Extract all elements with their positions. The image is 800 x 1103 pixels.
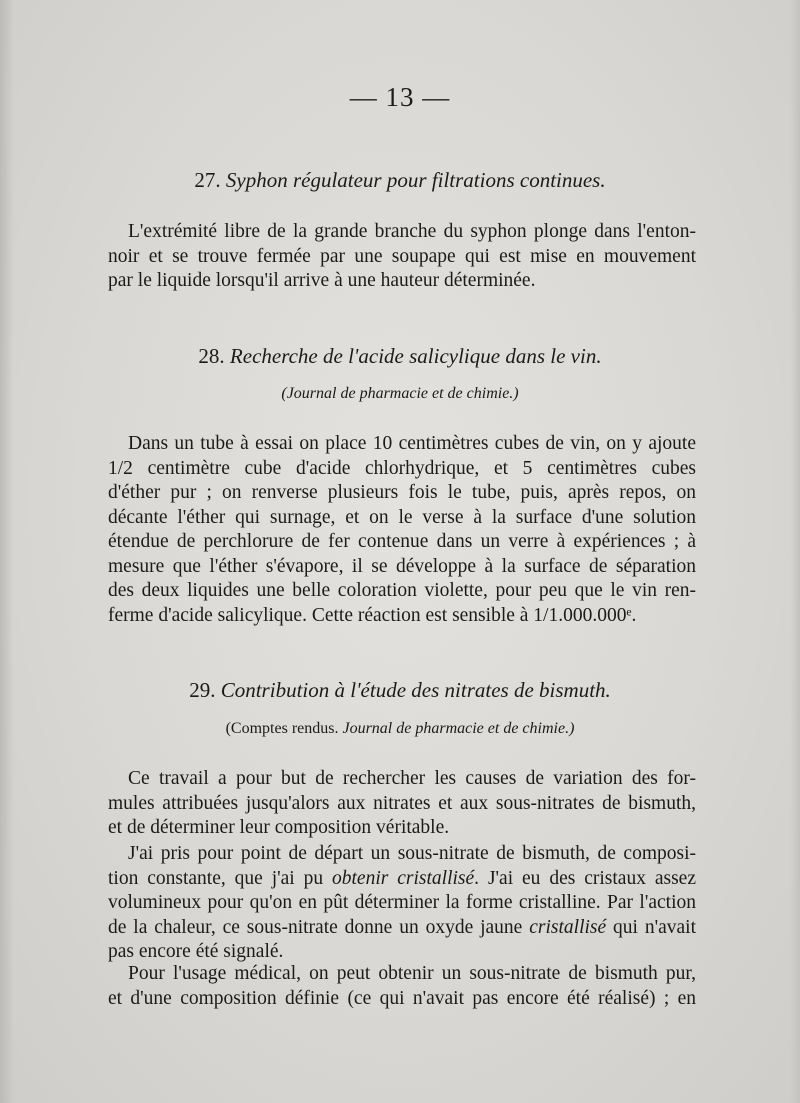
section-29-source-journal: Journal de pharmacie et de chimie.) [342, 720, 575, 737]
section-27-heading [0, 168, 800, 193]
section-29-title: Contribution à l'étude des nitrates de bismuth. [220, 678, 611, 702]
section-28-paragraph [108, 432, 696, 628]
page-number: — 13 — [349, 82, 451, 112]
paragraph-line: Ce travail a pour but de rechercher les causes de variation des for- [128, 768, 696, 789]
section-29-source [0, 720, 800, 738]
section-27-title: Syphon régulateur pour filtrations continues. [225, 168, 606, 192]
section-28-source: (Journal de pharmacie et de chimie.) [281, 385, 519, 402]
paragraph-line: mesure que l'éther s'évapore, il se développe à la surface de séparation [108, 555, 696, 577]
paragraph-line: L'extrémité libre de la grande branche du syphon plonge dans l'enton- [128, 221, 696, 242]
section-29-source-prefix: (Comptes rendus. [225, 720, 339, 737]
paragraph-line: pas encore été signalé. [108, 941, 284, 962]
paragraph-line: mules attribuées jusqu'alors aux nitrates et aux sous-nitrates de bismuth, [108, 792, 696, 814]
section-29-number: 29. [189, 678, 216, 702]
section-28-heading [0, 344, 800, 369]
section-29-heading [0, 678, 800, 703]
paragraph-line: des deux liquides une belle coloration violette, pour peu que le vin ren- [108, 580, 696, 601]
emphasis-text: obtenir cristallisé [332, 867, 475, 889]
text-run: tion constante, que j'ai pu [108, 867, 333, 889]
emphasis-text: cristallisé [529, 916, 607, 938]
paragraph-line: et d'une composition définie (ce qui n'avait pas encore été réalisé) ; en [108, 987, 696, 1009]
paragraph-line: volumineux pour qu'on en pût déterminer la forme cristalline. Par l'action [108, 892, 696, 913]
paragraph-line: décante l'éther qui surnage, et on le verse à la surface d'une solution [108, 506, 696, 528]
paragraph-line: Dans un tube à essai on place 10 centimètres cubes de vin, on y ajoute [128, 433, 696, 454]
text-run: . J'ai eu des cristaux assez [474, 867, 696, 889]
section-29-paragraph-2 [108, 842, 696, 965]
paragraph-line: Pour l'usage médical, on peut obtenir un sous-nitrate de bismuth pur, [128, 963, 696, 984]
paragraph-line [108, 916, 696, 941]
section-27-paragraph [108, 220, 696, 294]
paragraph-line: ferme d'acide salicylique. Cette réaction est sensible à 1/1.000.000ᵉ. [108, 604, 637, 626]
paragraph-line: noir et se trouve fermée par une soupape qui est mise en mouvement [108, 245, 696, 267]
section-27-number: 27. [194, 168, 221, 192]
paragraph-line: étendue de perchlorure de fer contenue dans un verre à expériences ; à [108, 531, 696, 552]
section-28-number: 28. [198, 344, 225, 368]
text-run: de la chaleur, ce sous-nitrate donne un oxyde jaune [108, 916, 530, 938]
section-29-paragraph-1 [108, 767, 696, 841]
paragraph-line: J'ai pris pour point de départ un sous-nitrate de bismuth, de composi- [128, 843, 696, 864]
paragraph-line [108, 867, 696, 892]
paragraph-line: 1/2 centimètre cube d'acide chlorhydrique, et 5 centimètres cubes [108, 457, 696, 479]
paragraph-line: par le liquide lorsqu'il arrive à une hauteur déterminée. [108, 270, 536, 291]
section-28-title: Recherche de l'acide salicylique dans le vin. [229, 344, 602, 368]
page-left-shadow [0, 0, 14, 1103]
page-right-shadow [790, 0, 800, 1103]
paragraph-line: et de déterminer leur composition véritable. [108, 817, 450, 838]
paragraph-line: d'éther pur ; on renverse plusieurs fois le tube, puis, après repos, on [108, 482, 696, 503]
text-run: qui n'avait [606, 916, 696, 938]
section-29-paragraph-3 [108, 962, 696, 1011]
